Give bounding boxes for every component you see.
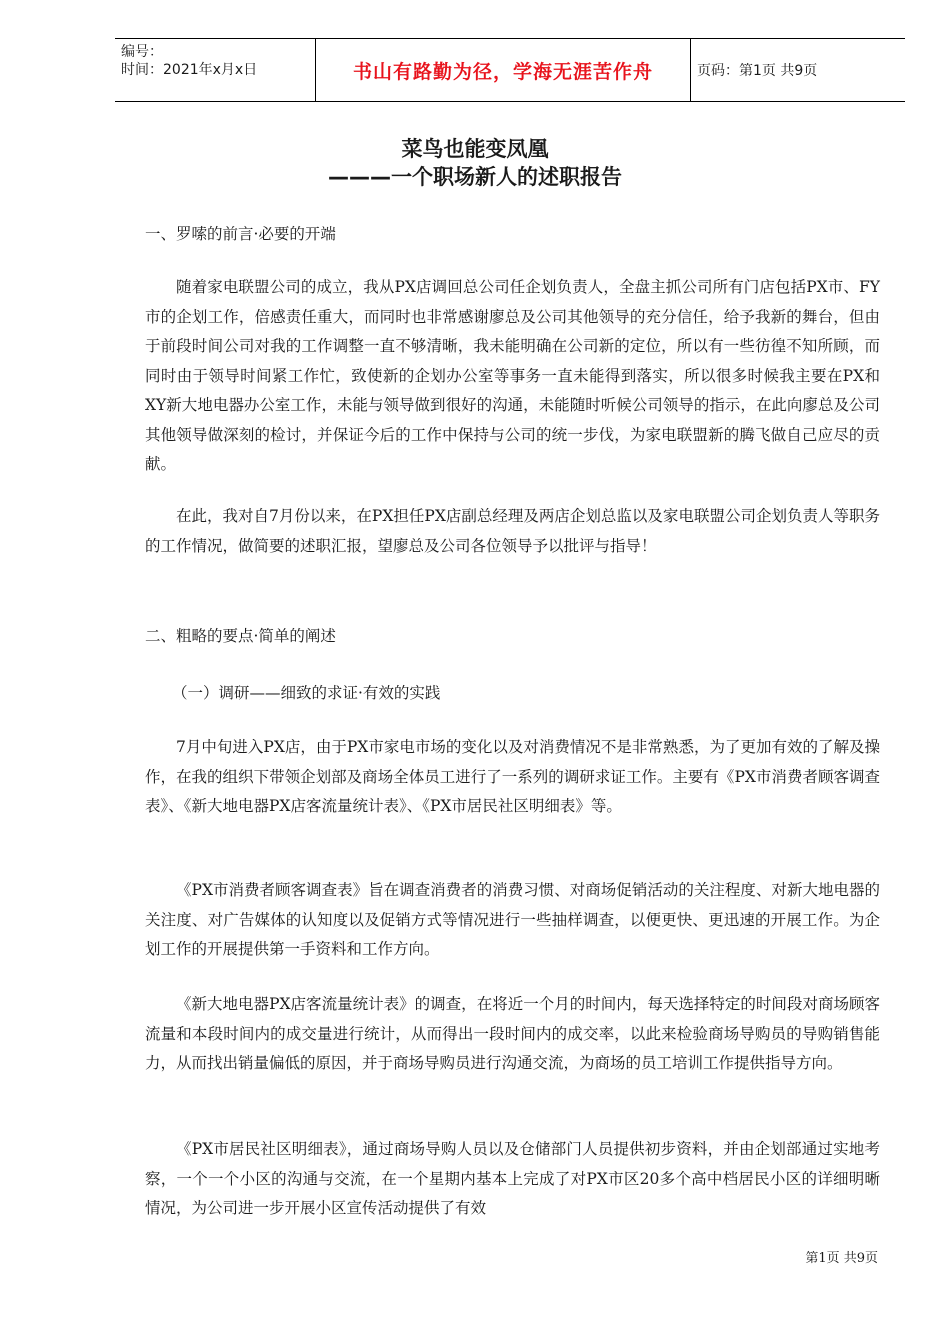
paragraph: 在此，我对自7月份以来，在PX担任PX店副总经理及两店企划总监以及家电联盟公司企划负责人等职务的工作情况，做简要的述职汇报，望廖总及公司各位领导予以批评与指导！ (145, 507, 880, 555)
header-divider (315, 39, 316, 101)
section-heading: 一、罗嗦的前言·必要的开端 (145, 225, 336, 243)
paragraph: 《PX市消费者顾客调查表》旨在调查消费者的消费习惯、对商场促销活动的关注程度、对新大地电器的关注度、对广告媒体的认知度以及促销方式等情况进行一些抽样调查，以便更快、更迅速的开展工作。为企划工作的开展提供第一手资料和工作方向。 (145, 881, 880, 958)
header-divider (690, 39, 691, 101)
section-heading: 二、粗略的要点·简单的阐述 (145, 627, 336, 645)
subsection-heading: （一）调研——细致的求证·有效的实践 (172, 684, 441, 702)
header-time-label: 时间：2021年x月x日 (121, 62, 258, 78)
paragraph: 随着家电联盟公司的成立，我从PX店调回总公司任企划负责人，全盘主抓公司所有门店包括PX市、FY市的企划工作，倍感责任重大，而同时也非常感谢廖总及公司其他领导的充分信任，给予我新的舞台，但由于前段时间公司对我的工作调整一直不够清晰，我未能明确在公司新的定位，所以有一些彷徨不知所顾，而同时由于领导时间紧工作忙，致使新的企划办公室等事务一直未能得到落实，所以很多时候我主要在PX和XY新大地电器办公室工作，未能与领导做到很好的沟通，未能随时听候公司领导的指示，在此向廖总及公司其他领导做深刻的检讨，并保证今后的工作中保持与公司的统一步伐，为家电联盟新的腾飞做自己应尽的贡献。 (145, 278, 880, 473)
paragraph: 《新大地电器PX店客流量统计表》的调查，在将近一个月的时间内，每天选择特定的时间段对商场顾客流量和本段时间内的成交量进行统计，从而得出一段时间内的成交率，以此来检验商场导购员的导购销售能力，从而找出销量偏低的原因，并于商场导购员进行沟通交流，为商场的员工培训工作提供指导方向。 (145, 995, 880, 1072)
header-page-label: 页码：第1页 共9页 (697, 63, 818, 79)
document-subtitle: ———一个职场新人的述职报告 (328, 165, 622, 189)
header-meta (121, 43, 316, 79)
document-title: 菜鸟也能变凤凰 (401, 137, 549, 161)
page-header (115, 38, 905, 102)
header-motto: 书山有路勤为径，学海无涯苦作舟 (352, 60, 653, 83)
paragraph: 7月中旬进入PX店，由于PX市家电市场的变化以及对消费情况不是非常熟悉，为了更加有效的了解及操作，在我的组织下带领企划部及商场全体员工进行了一系列的调研求证工作。主要有《PX市消费者顾客调查表》、《新大地电器PX店客流量统计表》、《PX市居民社区明细表》等。 (145, 738, 880, 815)
header-number-label: 编号： (121, 44, 163, 60)
page-footer: 第1页 共9页 (805, 1251, 878, 1266)
paragraph: 《PX市居民社区明细表》，通过商场导购人员以及仓储部门人员提供初步资料，并由企划部通过实地考察，一个一个小区的沟通与交流，在一个星期内基本上完成了对PX市区20多个高中档居民小区的详细明晰情况，为公司进一步开展小区宣传活动提供了有效 (145, 1140, 880, 1217)
